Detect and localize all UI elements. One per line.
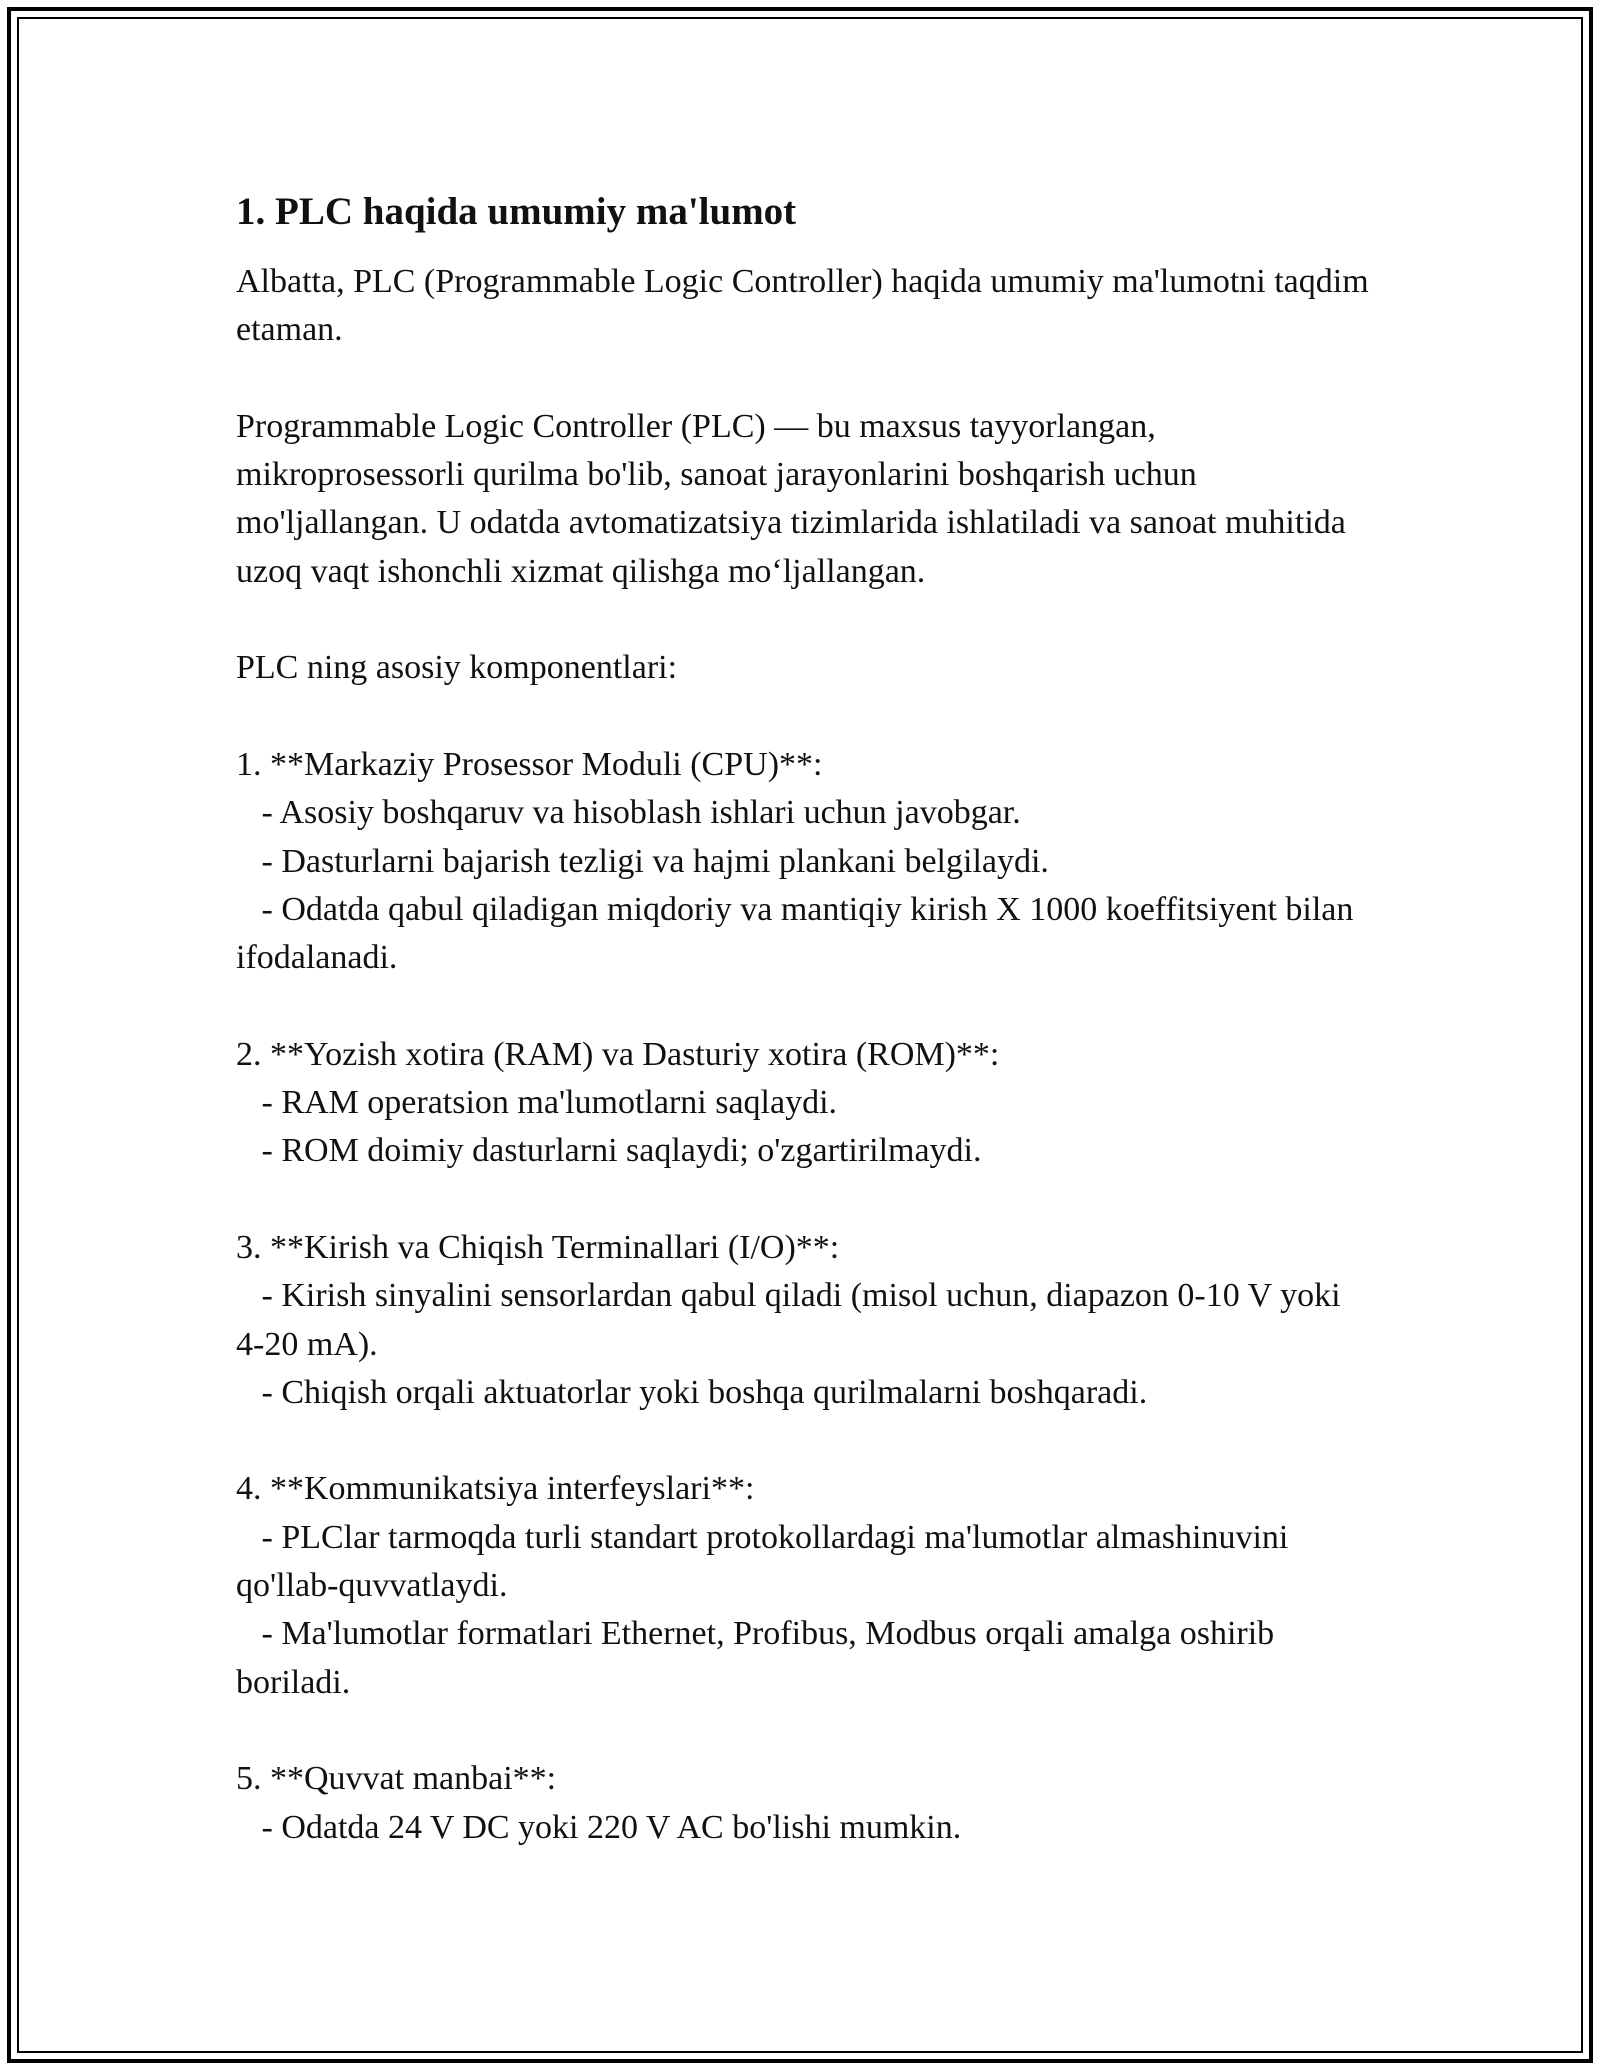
definition-paragraph: Programmable Logic Controller (PLC) — bu maxsus tayyorlangan, mikroprosessorli qurilma bo'lib, sanoat jarayonlarini boshqarish uchun mo'ljallangan. U odatda avtomatizatsiya tizimlarida ishlatiladi va sanoat muhitida uzoq vaqt ishonchli xizmat qilishga mo‘ljallangan.: [236, 407, 1355, 590]
spacer: [236, 1707, 1376, 1755]
list-item-point: - ROM doimiy dasturlarni saqlaydi; o'zgartirilmaydi.: [236, 1132, 982, 1170]
spacer: [236, 596, 1376, 644]
spacer: [236, 355, 1376, 403]
document-title: 1. PLC haqida umumiy ma'lumot: [236, 190, 797, 233]
components-heading: PLC ning asosiy komponentlari:: [236, 649, 678, 687]
list-item: [236, 1465, 1376, 1706]
spacer: [236, 1176, 1376, 1224]
list-item-point: - Dasturlarni bajarish tezligi va hajmi plankani belgilaydi.: [236, 842, 1049, 880]
list-item-point: - Asosiy boshqaruv va hisoblash ishlari uchun javobgar.: [236, 794, 1021, 832]
list-item: [236, 1755, 1376, 1852]
list-item-point: - Odatda qabul qiladigan miqdoriy va mantiqiy kirish X 1000 koeffitsiyent bilan ifodalanadi.: [236, 890, 1362, 977]
list-item: [236, 1224, 1376, 1417]
list-item-point: - Odatda 24 V DC yoki 220 V AC bo'lishi mumkin.: [236, 1808, 962, 1846]
list-item: [236, 1031, 1376, 1176]
list-item-heading: 1. **Markaziy Prosessor Moduli (CPU)**:: [236, 745, 823, 783]
document-body: [236, 186, 1376, 1852]
list-item-point: - Chiqish orqali aktuatorlar yoki boshqa qurilmalarni boshqaradi.: [236, 1373, 1148, 1411]
intro-paragraph: Albatta, PLC (Programmable Logic Controller) haqida umumiy ma'lumotni taqdim etaman.: [236, 263, 1378, 349]
list-item-point: - Ma'lumotlar formatlari Ethernet, Profibus, Modbus orqali amalga oshirib boriladi.: [236, 1615, 1283, 1701]
spacer: [236, 982, 1376, 1030]
spacer: [236, 693, 1376, 741]
list-item-point: - PLClar tarmoqda turli standart protokollardagi ma'lumotlar almashinuvini qo'llab-quvvatlaydi.: [236, 1518, 1297, 1605]
list-item-point: - RAM operatsion ma'lumotlarni saqlaydi.: [236, 1084, 838, 1122]
list-item-heading: 2. **Yozish xotira (RAM) va Dasturiy xotira (ROM)**:: [236, 1035, 1000, 1073]
spacer: [236, 1417, 1376, 1465]
list-item-heading: 3. **Kirish va Chiqish Terminallari (I/O)**:: [236, 1228, 840, 1266]
list-item-heading: 5. **Quvvat manbai**:: [236, 1760, 557, 1798]
list-item-point: - Kirish sinyalini sensorlardan qabul qiladi (misol uchun, diapazon 0-10 V yoki 4-20 mA).: [236, 1277, 1350, 1363]
list-item-heading: 4. **Kommunikatsiya interfeyslari**:: [236, 1470, 755, 1508]
list-item: [236, 741, 1376, 982]
